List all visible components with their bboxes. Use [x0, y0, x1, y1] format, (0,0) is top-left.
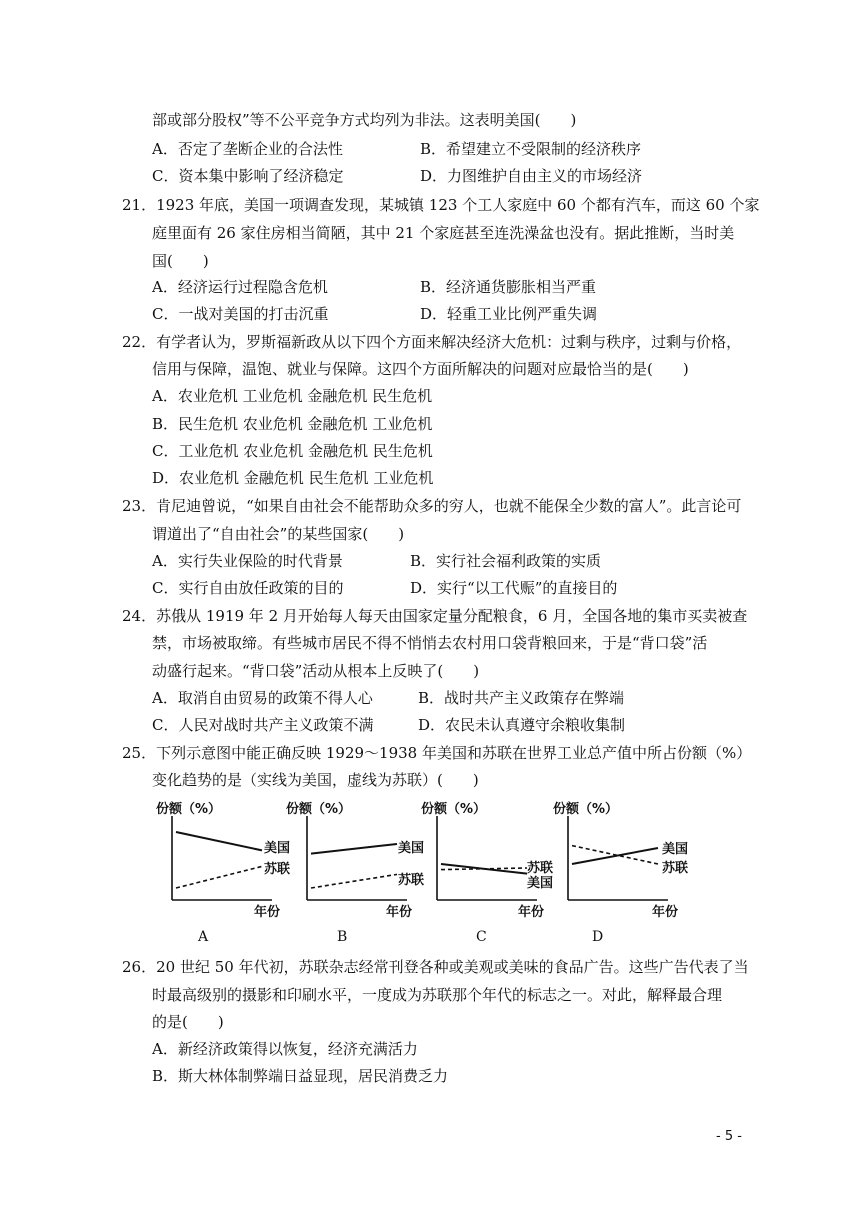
chart-d-label-ussr: 苏联 [662, 861, 689, 876]
chart-d-plot [564, 814, 674, 904]
chart-a-label-ussr: 苏联 [264, 862, 291, 877]
chart-d-xlabel: 年份 [652, 905, 679, 920]
q21-stem-line-3: 国( ) [152, 252, 209, 270]
chart-b-label-ussr: 苏联 [398, 873, 425, 888]
q24-option-d: D．农民未认真遵守余粮收集制 [418, 716, 626, 734]
q22-option-b: B．民生危机 农业危机 金融危机 工业危机 [152, 415, 433, 433]
chart-d-ylabel: 份额（%） [553, 802, 619, 817]
q24-option-b: B．战时共产主义政策存在弊端 [418, 689, 625, 707]
q25-stem-line-1: 25．下列示意图中能正确反映 1929～1938 年美国和苏联在世界工业总产值中所占份额（%） [122, 744, 752, 762]
chart-d-caption: D [592, 929, 604, 945]
q23-stem-line-2: 谓道出了“自由社会”的某些国家( ) [152, 525, 405, 543]
q26-option-b: B．斯大林体制弊端日益显现，居民消费乏力 [152, 1067, 449, 1085]
q24-option-c: C．人民对战时共产主义政策不满 [152, 716, 374, 734]
chart-c-label-ussr: 苏联 [527, 861, 554, 876]
chart-a-plot [168, 814, 278, 904]
chart-c-ylabel: 份额（%） [421, 802, 487, 817]
chart-b-line-ussr [311, 874, 397, 888]
q22-stem-line-1: 22．有学者认为，罗斯福新政从以下四个方面来解决经济大危机：过剩与秩序，过剩与价格， [122, 333, 742, 351]
chart-a-line-usa [176, 832, 262, 850]
q24-stem-line-2: 禁，市场被取缔。有些城市居民不得不悄悄去农村用口袋背粮回来，于是“背口袋”活 [152, 634, 708, 652]
chart-d-label-usa: 美国 [662, 842, 689, 857]
q23-option-a: A．实行失业保险的时代背景 [152, 552, 343, 570]
q21-option-d: D．轻重工业比例严重失调 [420, 305, 598, 323]
q20-option-a: A．否定了垄断企业的合法性 [152, 140, 343, 158]
chart-d-line-usa [572, 848, 658, 864]
q22-stem-line-2: 信用与保障，温饱、就业与保障。这四个方面所解决的问题对应最恰当的是( ) [152, 360, 689, 378]
chart-b-caption: B [337, 929, 348, 945]
q26-stem-line-1: 26．20 世纪 50 年代初，苏联杂志经常刊登各种或美观或美味的食品广告。这些广告代表了当 [122, 958, 749, 976]
q21-stem-line-1: 21．1923 年底，美国一项调查发现，某城镇 123 个工人家庭中 60 个都有汽车，而这 60 个家 [122, 196, 760, 214]
q26-option-a: A．新经济政策得以恢复，经济充满活力 [152, 1040, 418, 1058]
q21-option-a: A．经济运行过程隐含危机 [152, 278, 328, 296]
chart-a-line-ussr [176, 866, 262, 888]
chart-b-line-usa [311, 844, 397, 854]
q20-option-b: B．希望建立不受限制的经济秩序 [420, 140, 642, 158]
q21-option-c: C．一战对美国的打击沉重 [152, 305, 329, 323]
q20-continuation: 部或部分股权”等不公平竞争方式均列为非法。这表明美国( ) [152, 111, 577, 129]
chart-c-line-ussr [441, 868, 527, 870]
q22-option-a: A．农业危机 工业危机 金融危机 民生危机 [152, 387, 433, 405]
chart-b-plot [303, 814, 413, 904]
q22-option-c: C．工业危机 农业危机 金融危机 民生危机 [152, 442, 433, 460]
chart-b-label-usa: 美国 [398, 841, 425, 856]
q24-option-a: A．取消自由贸易的政策不得人心 [152, 689, 373, 707]
q20-option-c: C．资本集中影响了经济稳定 [152, 167, 344, 185]
q20-option-d: D．力图维护自由主义的市场经济 [420, 167, 643, 185]
chart-b-xlabel: 年份 [386, 905, 413, 920]
q23-option-d: D．实行“以工代赈”的直接目的 [410, 579, 618, 597]
q23-option-c: C．实行自由放任政策的目的 [152, 579, 344, 597]
page-number: - 5 - [716, 1129, 742, 1144]
chart-a-caption: A [198, 929, 209, 945]
chart-c-label-usa: 美国 [527, 876, 554, 891]
q24-stem-line-1: 24．苏俄从 1919 年 2 月开始每人每天由国家定量分配粮食，6 月，全国各地的集市买卖被查 [122, 607, 748, 625]
chart-c-caption: C [476, 929, 487, 945]
chart-a-ylabel: 份额（%） [156, 802, 222, 817]
q26-stem-line-2: 时最高级别的摄影和印刷水平，一度成为苏联那个年代的标志之一。对此，解释最合理 [152, 986, 723, 1004]
chart-b-ylabel: 份额（%） [286, 802, 352, 817]
chart-a-xlabel: 年份 [254, 905, 281, 920]
chart-a-label-usa: 美国 [264, 841, 291, 856]
q23-stem-line-1: 23．肯尼迪曾说，“如果自由社会不能帮助众多的穷人，也就不能保全少数的富人”。此言论可 [122, 497, 742, 515]
chart-c-xlabel: 年份 [518, 905, 545, 920]
q24-stem-line-3: 动盛行起来。“背口袋”活动从根本上反映了( ) [152, 662, 480, 680]
q25-stem-line-2: 变化趋势的是（实线为美国，虚线为苏联）( ) [152, 771, 479, 789]
q22-option-d: D．农业危机 金融危机 民生危机 工业危机 [152, 469, 434, 487]
q23-option-b: B．实行社会福利政策的实质 [410, 552, 602, 570]
q26-stem-line-3: 的是( ) [152, 1013, 224, 1031]
q21-stem-line-2: 庭里面有 26 家住房相当简陋，其中 21 个家庭甚至连洗澡盆也没有。据此推断，当时美 [152, 224, 735, 242]
q21-option-b: B．经济通货膨胀相当严重 [420, 278, 597, 296]
